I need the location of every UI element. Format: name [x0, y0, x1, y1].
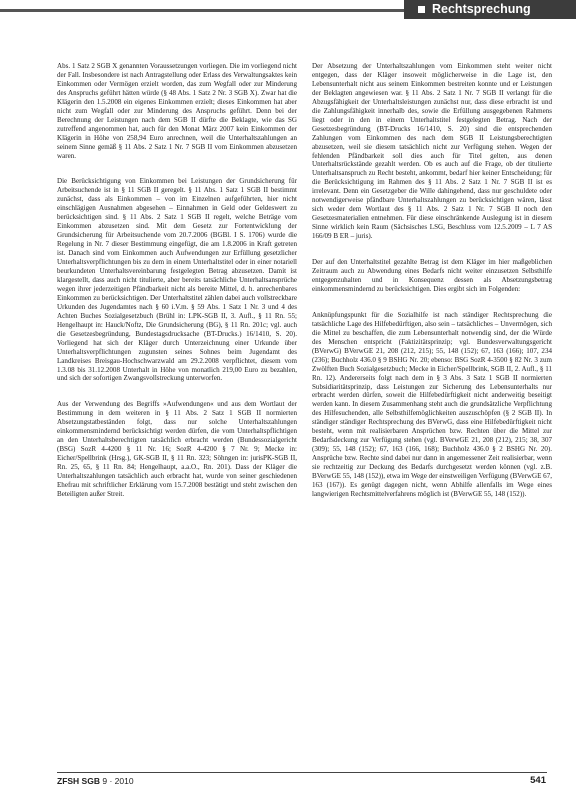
paragraph: Die Berücksichtigung von Einkommen bei Leistungen der Grundsicherung für Arbeitsuchende ist in § 11 SGB II geregelt. § 11 Abs. 1 Satz 1 SGB II bestimmt zunächst, dass als Einkommen – von im Einzelnen aufgeführten, hier nicht einschlägigen Ausnahmen abgesehen – Einnahmen in Geld oder Geldeswert zu berücksichtigen sind. § 11 Abs. 2 Satz 1 SGB II regelt, welche Beträge vom Einkommen abzusetzen sind. Mit dem Gesetz zur Fortentwicklung der Grundsicherung für Arbeitsuchende vom 20.7.2006 (BGBl. I S. 1706) wurde die Regelung in Nr. 7 dieser Bestimmung eingefügt, die am 1.8.2006 in Kraft getreten ist. Danach sind vom Einkommen auch Aufwendungen zur Erfüllung gesetzlicher Unterhaltsverpflichtungen bis zu dem in einem Unterhaltstitel oder in einer notariell beurkundeten Unterhaltsvereinbarung festgelegten Betrag abzusetzen. Damit ist klargestellt, dass auch nicht titulierte, aber bereits tatsächliche Unterhaltsansprüche wegen ihrer jederzeitigen Pfändbarkeit nicht als bereite Mittel, d. h. anrechenbares Einkommen zu berücksichtigen. Der Unterhaltstitel zählen dabei auch vollstreckbare Urkunden des Jugendamtes nach § 60 i.V.m. § 59 Abs. 1 Satz 1 Nr. 3 und 4 des Achten Buches Sozialgesetzbuch (Brühl in: LPK-SGB II, 3. Aufl., § 11 Rn. 55; Hengelhaupt in: Hauck/Noftz, Die Grundsicherung (BG), § 11 Rn. 201c; vgl. auch die Gesetzesbegründung, Bundestagsdrucksache (BT-Drucks.) 16/1410, S. 20). Vorliegend hat sich der Kläger durch Unterzeichnung einer Urkunde über Unterhaltsverpflichtungen zugunsten seines Sohnes beim Jugendamt des Landkreises Breisgau-Hochschwarzwald am 29.2.2008 verpflichtet, diesem vom 1.3.08 bis 31.12.2008 Unterhalt in Höhe von monatlich 219,00 Euro zu bezahlen, und sich der sofortigen Zwangsvollstreckung unterworfen.	[57, 177, 297, 383]
footer-citation	[57, 776, 134, 786]
section-tab	[404, 0, 576, 19]
page-number: 541	[530, 775, 546, 786]
paragraph: Der Absetzung der Unterhaltszahlungen vom Einkommen steht weiter nicht entgegen, dass der Kläger insoweit möglicherweise in die Lage ist, den Lebensunterhalt nicht aus seinem Einkommen bestreiten konnte und er Leistungen der Beklagten angewiesen war. § 11 Abs. 2 Satz 1 Nr. 7 SGB II verlangt für die Abzugsfähigkeit der Unterhaltsleistungen zunächst nur, dass diese erbracht ist und die Zahlungsfähigkeit innerhalb des, sowie die Erfüllung ausgegebenen Rahmens liegt oder in den in einem Unterhaltstitel festgelegten Betrag. Nach der Gesetzesbegründung (BT-Drucks 16/1410, S. 20) sind die entsprechenden Zahlungen vom Einkommen des nach dem SGB II Leistungsberechtigten abzusetzen, weil sie diesem tatsächlich nicht zur Verfügung stehen. Wegen der fehlenden Pfändbarkeit soll dies auch für Titel gelten, aus denen Unterhaltsrückstände gezahlt werden. Ob es auch auf die Frage, ob der titulierte Unterhaltsanspruch zu Recht besteht, ankommt, bedarf hier keiner Entscheidung; für die Berücksichtigung im Rahmen des § 11 Abs. 2 Satz 1 Nr. 7 SGB II ist es irrelevant. Denn ein Gesetzgeber die Wille dahingehend, dass nur geschuldete oder notwendigerweise pfändbare Unterhaltszahlungen zu berücksichtigen wären, lässt sich weder dem Wortlaut des § 11 Abs. 2 Satz 1 Nr. 7 SGB II noch den Gesetzesmaterialien entnehmen. Für diese einschränkende Auslegung ist in diesem Sinne wirklich kein Raum (Sächsisches LSG, Beschluss vom 12.5.2009 – L 7 AS 166/09 B ER – juris).	[312, 62, 552, 241]
issue-number: 9 · 2010	[102, 776, 134, 786]
header-bar	[0, 0, 576, 19]
footer-rule	[57, 772, 547, 773]
paragraph: Anknüpfungspunkt für die Sozialhilfe ist nach ständiger Rechtsprechung die tatsächliche Lage des Hilfebedürftigen, also sein – tatsächliches – Unvermögen, sich die Mittel zu beschaffen, die zum Lebensunterhalt notwendig sind, der die Würde des Menschen entspricht (Faktizitätsprinzip; vgl. Bundesverwaltungsgericht (BVerwG) BVerwGE 21, 208 (212, 215); 55, 148 (152); 67, 163 (166); 107, 234 (236); Buchholz 436.0 § 9 BSHG Nr. 20; ebenso: BSG SozR 4-3500 § 82 Nr. 3 zum Zwölften Buch Sozialgesetzbuch; Mecke in Eicher/Spellbrink, SGB II, 2. Aufl., § 11 Rn. 12). Andererseits folgt nach dem in § 3 Abs. 3 Satz 1 SGB II normierten Subsidiaritätsprinzip, dass Leistungen zur Sicherung des Lebensunterhalts nur erbracht werden dürfen, soweit die Hilfebedürftigkeit nicht anderweitig beseitigt werden kann. In diesem Zusammenhang steht auch die grundsätzliche Verpflichtung des Hilfesuchenden, alle Selbsthilfemöglichkeiten auszuschöpfen (§ 2 SGB II). In ständiger ständiger Rechtsprechung des BVerwG, dass eine Hilfebedürftigkeit nicht besteht, wenn mit realisierbaren Ansprüchen bzw. Rechten über die Mittel zur Bedarfsdeckung zur Verfügung stehen (vgl. BVerwGE 21, 208 (212), 215; 38, 307 (309); 55, 148 (152); 67, 163 (166, 168); Buchholz 436.0 § 2 BSHG Nr. 20). Ansprüche bzw. Rechte sind dabei nur dann in angemessener Zeit realisierbar, wenn sie rechtzeitig zur Deckung des Bedarfs durchgesetzt werden können (vgl. z.B. BVerwGE 55, 148 (152)), etwa im Wege der einstweiligen Verfügung (BVerwGE 67, 163 (167)). Es genügt dagegen nicht, wenn Abhilfe allenfalls im Wege eines langwierigen Rechtsmittelverfahrens möglich ist (BVerwGE 55, 148 (152)).	[312, 310, 552, 498]
journal-name: ZFSH SGB	[57, 776, 100, 786]
paragraph: Abs. 1 Satz 2 SGB X genannten Voraussetzungen vorliegen. Die im vorliegend nicht der Fall. Insbesondere ist nach Antragstellung oder Erlass des Verwaltungsaktes kein Einkommen oder Vermögen erzielt worden, das zum Wegfall oder zur Minderung des Anspruchs geführt hätten würde (§ 48 Abs. 1 Satz 2 Nr. 3 SGB X). Zwar hat die Klägerin den 1.5.2008 ein eigenes Einkommen erzielt; dieses Einkommen hat aber nicht zum Wegfall oder zur Minderung des Anspruchs geführt. Denn bei der Berechnung der Leistungen nach dem SGB II dürfte die Beklagte, wie das SG zutreffend angenommen hat, auch für den Monat März 2007 kein Einkommen der Klägerin in Höhe von 258,94 Euro anrechnen, weil die Unterhaltszahlungen an seinem Sinne gemäß § 11 Abs. 2 Satz 1 Nr. 7 SGB II vom Einkommen abzusetzen waren.	[57, 62, 297, 160]
right-column	[312, 62, 552, 499]
section-title: Rechtsprechung	[432, 2, 531, 16]
paragraph: Der auf den Unterhaltstitel gezahlte Betrag ist dem Kläger im hier maßgeblichen Zeitraum auch zu Abwendung eines Bedarfs nicht weiter einzusetzen Selbsthilfe entgegenzuhalten und in Konsequenz dessen als Absetzungsbetrag einkommensmindernd zu berücksichtigen. Dies ergibt sich im Folgenden:	[312, 258, 552, 293]
paragraph: Aus der Verwendung des Begriffs »Aufwendungen« und aus dem Wortlaut der Bestimmung in dem weiteren in § 11 Abs. 2 Satz 1 SGB II normierten Absetzungstatbeständen folgt, dass nur solche Unterhaltszahlungen einkommensmindernd berücksichtigt werden dürfen, die vom Unterhaltspflichtigen an den Unterhaltsberechtigten tatsächlich erbracht werden (Bundessozialgericht (BSG) SozR 4-4200 § 11 Nr. 16; SozR 4-4200 § 7 Nr. 9; Mecke in: Eicher/Spellbrink (Hrsg.), GK-SGB II, § 11 Rn. 323; Söhngen in: jurisPK-SGB II, Rn. 25, 65, § 11 Rn. 84; Hengelhaupt, a.a.O., Rn. 201). Dass der Kläger die Unterhaltszahlungen tatsächlich auch erbracht hat, wurde von seiner geschiedenen Ehefrau mit schriftlicher Erklärung vom 15.7.2008 bestätigt und steht zwischen den Beteiligten außer Streit.	[57, 400, 297, 498]
square-icon	[418, 6, 425, 13]
header-rule	[0, 9, 404, 12]
left-column	[57, 62, 297, 499]
